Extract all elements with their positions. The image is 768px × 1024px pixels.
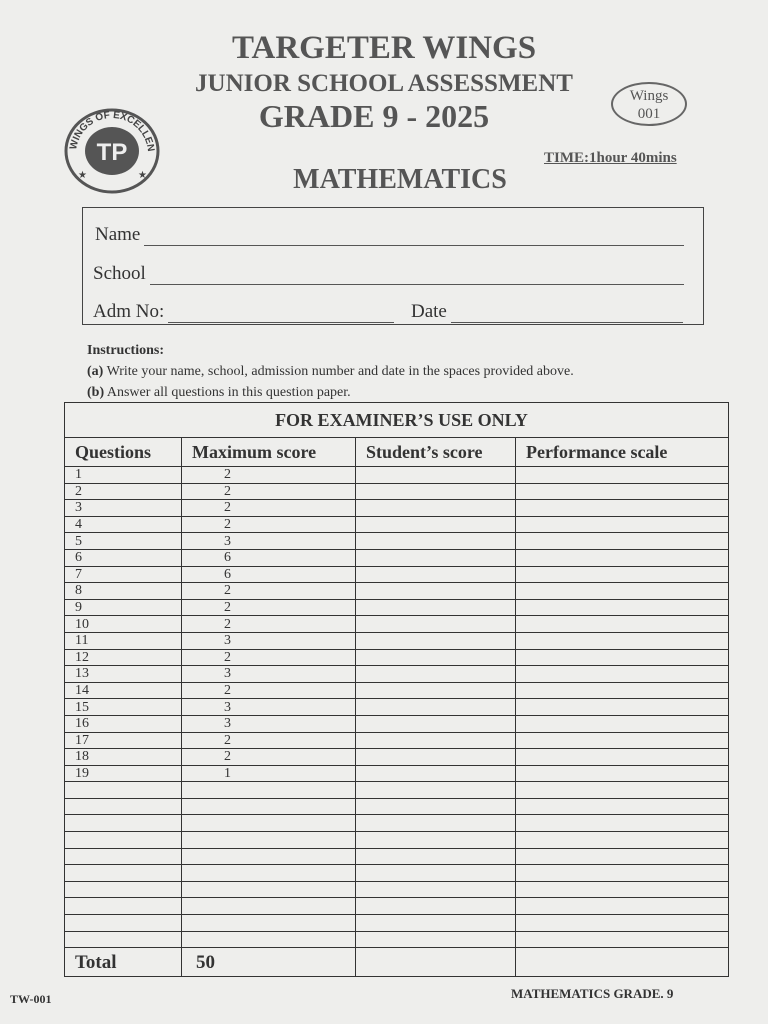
student-score-cell[interactable]	[356, 516, 516, 533]
badge-line-1: Wings	[629, 88, 669, 104]
paper-code-badge	[611, 82, 687, 126]
performance-cell[interactable]	[516, 898, 729, 915]
table-row	[65, 549, 729, 566]
table-row	[65, 915, 729, 932]
question-number: 14	[65, 682, 182, 699]
question-number: 10	[65, 616, 182, 633]
student-score-cell[interactable]	[356, 500, 516, 517]
table-row	[65, 931, 729, 948]
question-number	[65, 881, 182, 898]
performance-cell[interactable]	[516, 533, 729, 550]
student-score-cell[interactable]	[356, 533, 516, 550]
performance-cell[interactable]	[516, 632, 729, 649]
student-score-cell[interactable]	[356, 749, 516, 766]
question-number: 13	[65, 666, 182, 683]
date-input-line[interactable]	[451, 304, 683, 323]
org-title: TARGETER WINGS	[231, 30, 537, 66]
svg-text:★: ★	[138, 170, 147, 181]
name-input-line[interactable]	[144, 227, 684, 246]
date-label: Date	[411, 301, 447, 322]
question-number	[65, 848, 182, 865]
question-number: 17	[65, 732, 182, 749]
performance-cell[interactable]	[516, 549, 729, 566]
instructions: Instructions: (a) Write your name, school, admission number and date in the spaces provided above. (b) Answer all questions in this question paper.	[87, 343, 574, 400]
student-score-cell[interactable]	[356, 583, 516, 600]
student-score-cell[interactable]	[356, 483, 516, 500]
question-number: 8	[65, 583, 182, 600]
max-score: 2	[182, 649, 356, 666]
table-row	[65, 649, 729, 666]
question-number: 6	[65, 549, 182, 566]
performance-cell[interactable]	[516, 782, 729, 799]
max-score	[182, 881, 356, 898]
table-row	[65, 898, 729, 915]
adm-input-line[interactable]	[168, 304, 394, 323]
question-number: 4	[65, 516, 182, 533]
col-student-score: Student’s score	[356, 438, 516, 467]
performance-cell[interactable]	[516, 815, 729, 832]
total-label: Total	[65, 948, 182, 977]
performance-cell[interactable]	[516, 500, 729, 517]
question-number	[65, 782, 182, 799]
performance-cell[interactable]	[516, 566, 729, 583]
question-number: 2	[65, 483, 182, 500]
question-number: 15	[65, 699, 182, 716]
question-number	[65, 815, 182, 832]
performance-cell[interactable]	[516, 765, 729, 782]
student-score-cell[interactable]	[356, 848, 516, 865]
table-row	[65, 533, 729, 550]
student-score-cell[interactable]	[356, 467, 516, 484]
student-score-cell[interactable]	[356, 732, 516, 749]
performance-cell[interactable]	[516, 599, 729, 616]
col-questions: Questions	[65, 438, 182, 467]
student-score-cell[interactable]	[356, 599, 516, 616]
performance-cell[interactable]	[516, 832, 729, 849]
student-score-cell[interactable]	[356, 616, 516, 633]
performance-cell[interactable]	[516, 616, 729, 633]
examiner-score-table	[64, 402, 729, 977]
max-score: 2	[182, 483, 356, 500]
student-score-cell[interactable]	[356, 915, 516, 932]
table-row	[65, 848, 729, 865]
performance-cell[interactable]	[516, 715, 729, 732]
performance-cell[interactable]	[516, 516, 729, 533]
student-score-cell[interactable]	[356, 699, 516, 716]
candidate-details-box	[82, 207, 704, 325]
logo-mark: TP	[96, 139, 128, 166]
examiner-banner: FOR EXAMINER’S USE ONLY	[65, 403, 729, 438]
performance-cell[interactable]	[516, 583, 729, 600]
performance-cell[interactable]	[516, 865, 729, 882]
performance-cell[interactable]	[516, 931, 729, 948]
student-score-cell[interactable]	[356, 881, 516, 898]
total-performance-cell[interactable]	[516, 948, 729, 977]
adm-label: Adm No:	[93, 301, 165, 322]
performance-cell[interactable]	[516, 666, 729, 683]
performance-cell[interactable]	[516, 467, 729, 484]
question-number: 1	[65, 467, 182, 484]
svg-text:★: ★	[78, 170, 87, 181]
name-field	[95, 224, 684, 246]
student-score-cell[interactable]	[356, 898, 516, 915]
table-row	[65, 782, 729, 799]
table-row	[65, 682, 729, 699]
question-number	[65, 832, 182, 849]
max-score: 2	[182, 732, 356, 749]
performance-cell[interactable]	[516, 915, 729, 932]
max-score	[182, 832, 356, 849]
name-label: Name	[95, 224, 141, 245]
instructions-heading: Instructions:	[87, 343, 165, 358]
student-score-cell[interactable]	[356, 832, 516, 849]
student-score-cell[interactable]	[356, 666, 516, 683]
max-score: 3	[182, 715, 356, 732]
logo-ring-text: WINGS OF EXCELLEN	[68, 109, 157, 153]
question-number	[65, 915, 182, 932]
table-row	[65, 715, 729, 732]
max-score: 3	[182, 666, 356, 683]
question-number	[65, 798, 182, 815]
max-score: 6	[182, 566, 356, 583]
performance-cell[interactable]	[516, 682, 729, 699]
question-number: 19	[65, 765, 182, 782]
question-number	[65, 865, 182, 882]
max-score: 2	[182, 599, 356, 616]
max-score	[182, 782, 356, 799]
student-score-cell[interactable]	[356, 815, 516, 832]
performance-cell[interactable]	[516, 798, 729, 815]
footer-code: TW-001	[10, 992, 52, 1006]
time-allowed: TIME:1hour 40mins	[544, 150, 677, 166]
max-score	[182, 865, 356, 882]
performance-cell[interactable]	[516, 749, 729, 766]
grade-title: GRADE 9 - 2025	[258, 98, 490, 134]
max-score: 3	[182, 533, 356, 550]
max-score: 2	[182, 467, 356, 484]
table-row	[65, 699, 729, 716]
table-row	[65, 865, 729, 882]
question-number: 5	[65, 533, 182, 550]
table-row	[65, 583, 729, 600]
student-score-cell[interactable]	[356, 798, 516, 815]
school-field	[93, 263, 684, 285]
question-number	[65, 898, 182, 915]
student-score-cell[interactable]	[356, 649, 516, 666]
school-label: School	[93, 263, 146, 284]
student-score-cell[interactable]	[356, 682, 516, 699]
question-number: 7	[65, 566, 182, 583]
student-score-cell[interactable]	[356, 782, 516, 799]
max-score: 3	[182, 699, 356, 716]
max-score: 2	[182, 616, 356, 633]
student-score-cell[interactable]	[356, 931, 516, 948]
max-score	[182, 915, 356, 932]
table-row	[65, 732, 729, 749]
table-row	[65, 599, 729, 616]
question-number: 9	[65, 599, 182, 616]
table-row	[65, 500, 729, 517]
performance-cell[interactable]	[516, 848, 729, 865]
table-row	[65, 749, 729, 766]
performance-cell[interactable]	[516, 699, 729, 716]
school-input-line[interactable]	[150, 266, 684, 285]
performance-cell[interactable]	[516, 881, 729, 898]
question-number: 18	[65, 749, 182, 766]
max-score	[182, 898, 356, 915]
subject-title: MATHEMATICS	[293, 164, 507, 195]
table-row	[65, 566, 729, 583]
footer-page-label: MATHEMATICS GRADE. 9	[511, 986, 674, 1001]
assessment-title: JUNIOR SCHOOL ASSESSMENT	[195, 70, 573, 97]
instruction-b: Answer all questions in this question paper.	[106, 385, 351, 400]
max-score	[182, 798, 356, 815]
table-row	[65, 467, 729, 484]
total-row	[65, 948, 729, 977]
table-row	[65, 666, 729, 683]
adm-field	[93, 301, 394, 323]
badge-line-2: 001	[637, 106, 661, 122]
max-score: 1	[182, 765, 356, 782]
student-score-cell[interactable]	[356, 715, 516, 732]
max-score: 2	[182, 500, 356, 517]
table-row	[65, 632, 729, 649]
student-score-cell[interactable]	[356, 632, 516, 649]
instruction-a: Write your name, school, admission number and date in the spaces provided above.	[106, 364, 574, 379]
question-number: 12	[65, 649, 182, 666]
max-score	[182, 815, 356, 832]
performance-cell[interactable]	[516, 483, 729, 500]
question-number: 11	[65, 632, 182, 649]
col-performance: Performance scale	[516, 438, 729, 467]
total-student-score-cell[interactable]	[356, 948, 516, 977]
table-row	[65, 881, 729, 898]
max-score: 6	[182, 549, 356, 566]
student-score-cell[interactable]	[356, 566, 516, 583]
table-row	[65, 616, 729, 633]
table-row	[65, 832, 729, 849]
table-row	[65, 516, 729, 533]
question-number: 3	[65, 500, 182, 517]
max-score: 2	[182, 516, 356, 533]
max-score: 2	[182, 749, 356, 766]
student-score-cell[interactable]	[356, 765, 516, 782]
max-score: 2	[182, 682, 356, 699]
question-number	[65, 931, 182, 948]
table-row	[65, 765, 729, 782]
max-score: 2	[182, 583, 356, 600]
col-max-score: Maximum score	[182, 438, 356, 467]
performance-cell[interactable]	[516, 732, 729, 749]
max-score: 3	[182, 632, 356, 649]
total-max-score: 50	[182, 948, 356, 977]
student-score-cell[interactable]	[356, 549, 516, 566]
student-score-cell[interactable]	[356, 865, 516, 882]
max-score	[182, 931, 356, 948]
performance-cell[interactable]	[516, 649, 729, 666]
table-row	[65, 483, 729, 500]
max-score	[182, 848, 356, 865]
date-field	[411, 301, 683, 323]
table-row	[65, 815, 729, 832]
table-row	[65, 798, 729, 815]
question-number: 16	[65, 715, 182, 732]
